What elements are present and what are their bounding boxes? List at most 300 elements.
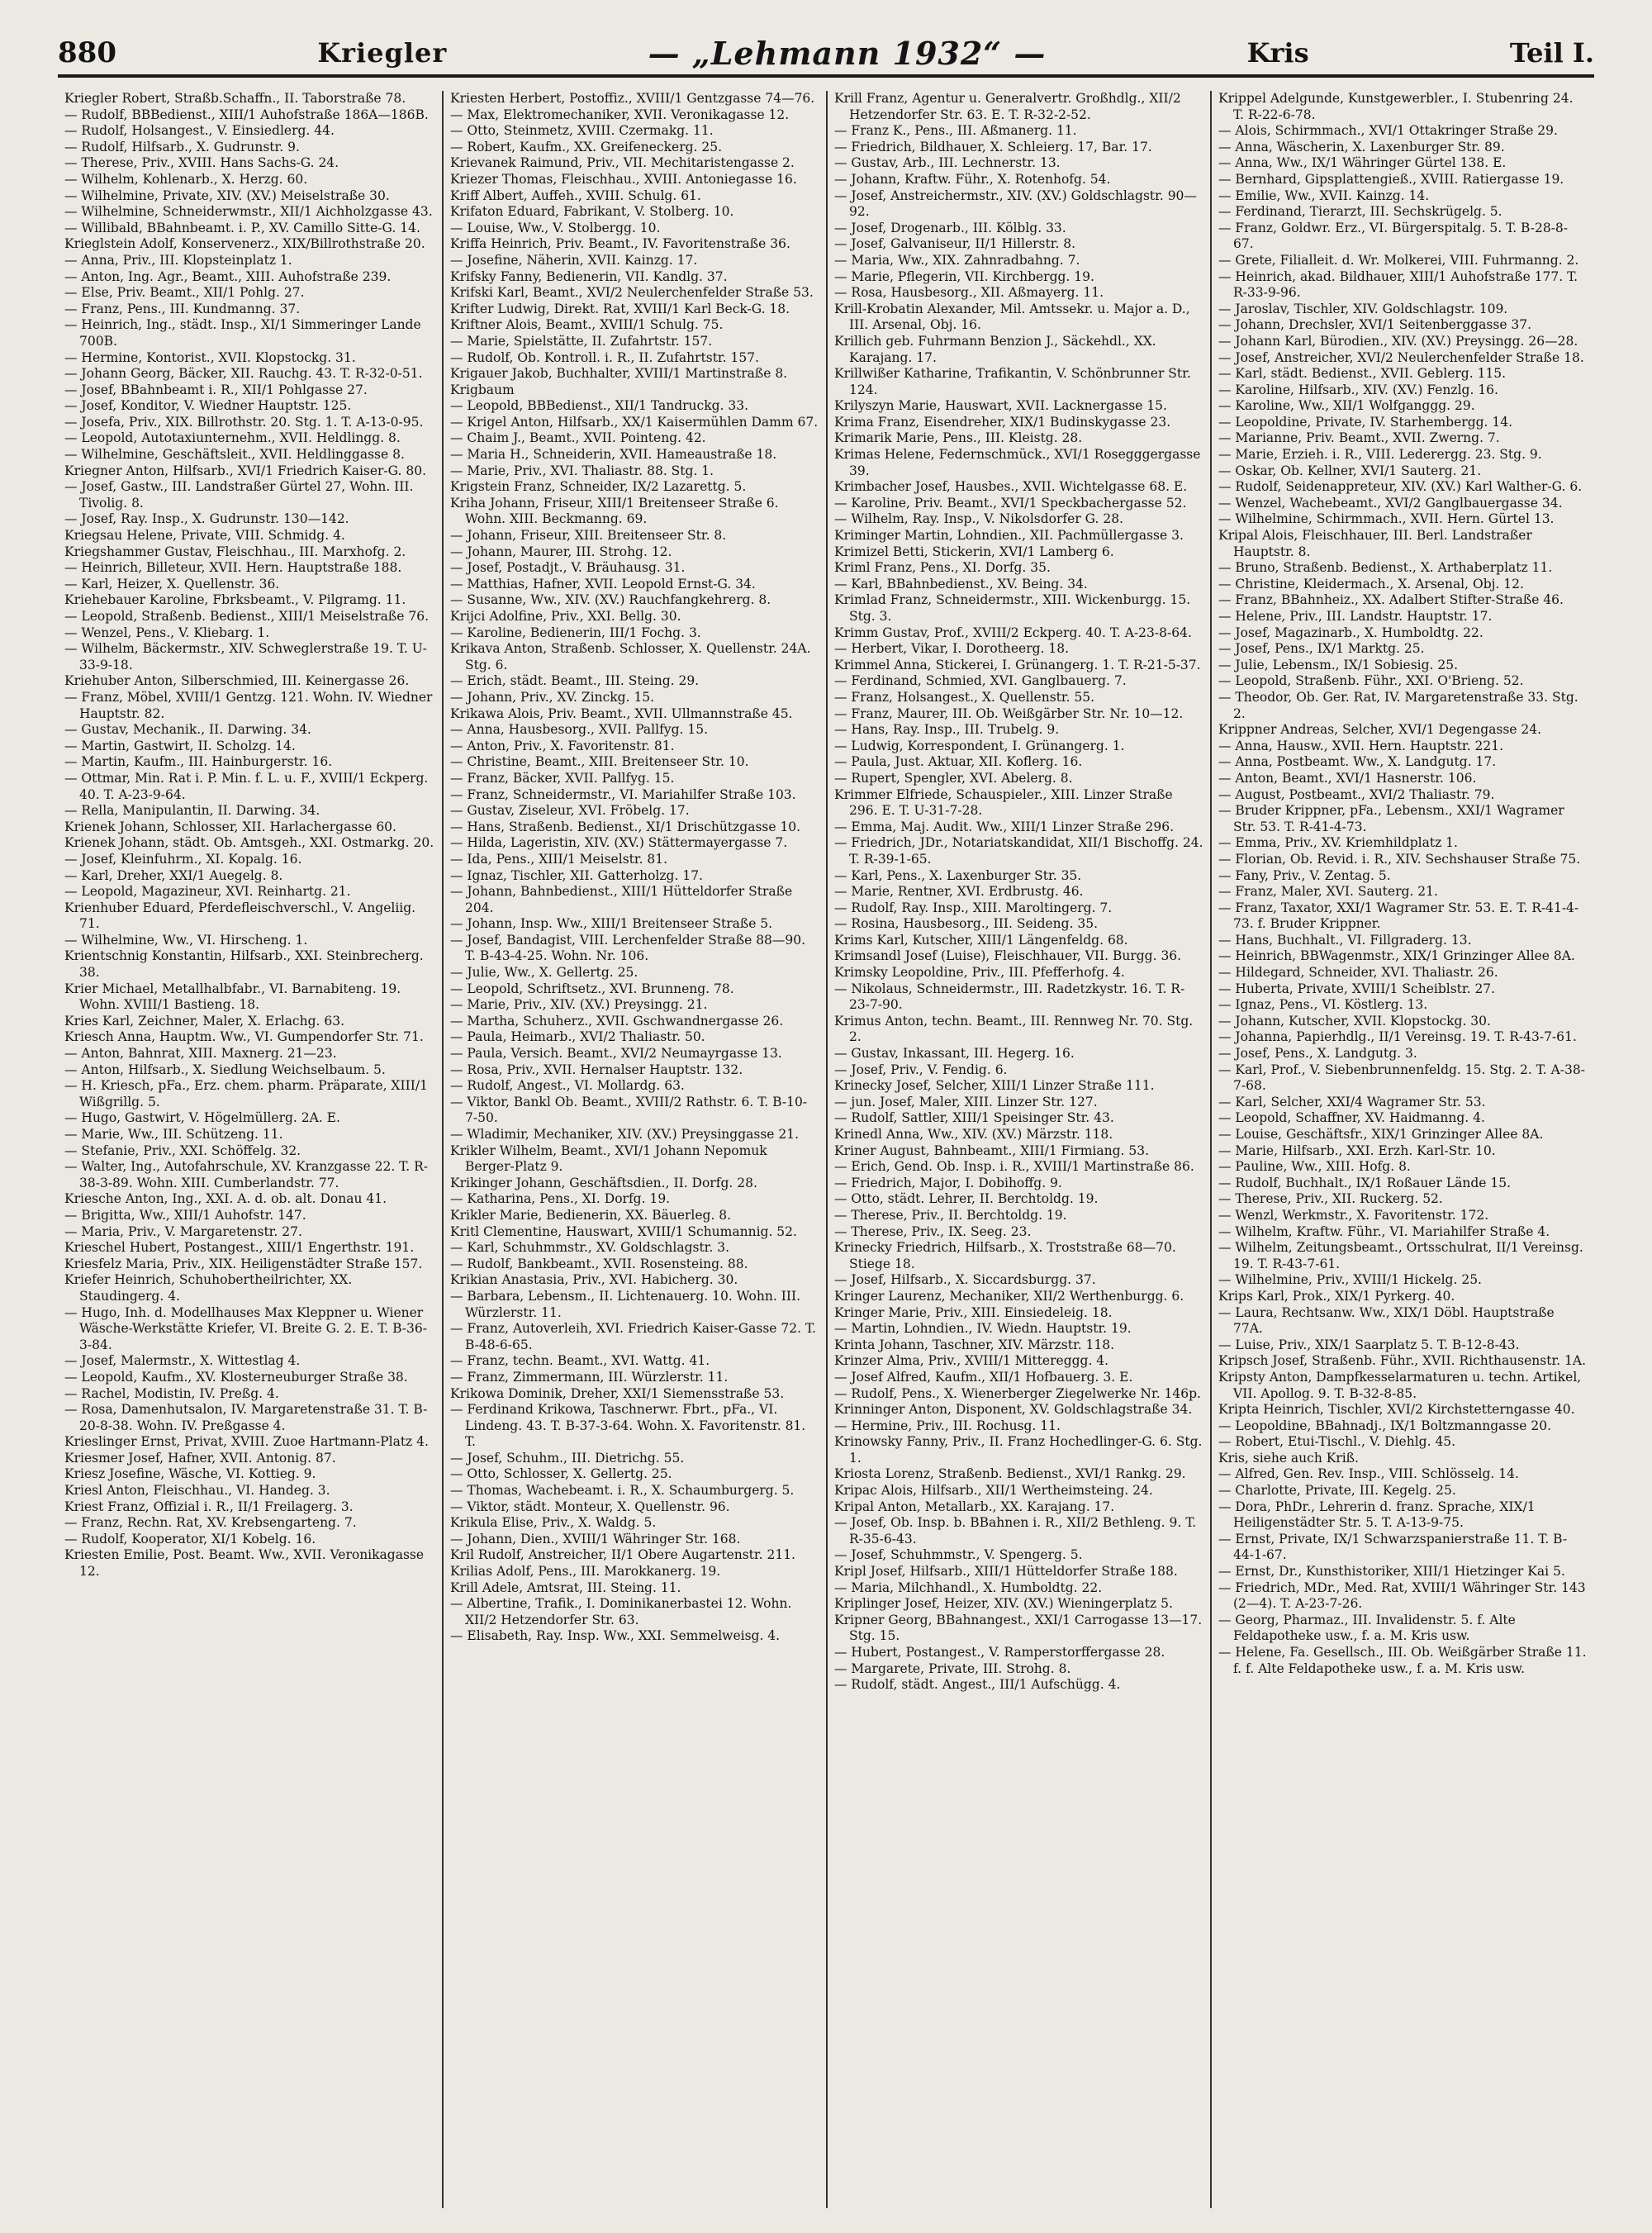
directory-entry: — Karl, Schuhmmstr., XV. Goldschlagstr. 3.	[450, 1240, 730, 1256]
directory-entry: Krill-Krobatin Alexander, Mil. Amtssekr. u. Major a. D., III. Arsenal, Obj. 16.	[834, 301, 1190, 333]
directory-entry: — Martin, Lohndien., IV. Wiedn. Hauptstr. 19.	[834, 1321, 1132, 1337]
directory-entry: — Hermine, Kontorist., XVII. Klopstockg. 31.	[64, 349, 356, 365]
directory-entry: — Josef, Schuhmmstr., V. Spengerg. 5.	[834, 1547, 1083, 1563]
directory-entry: — Oskar, Ob. Kellner, XVI/1 Sauterg. 21.	[1218, 463, 1482, 478]
directory-entry: — Josef, Pens., X. Landgutg. 3.	[1218, 1046, 1417, 1062]
directory-entry: Kriffa Heinrich, Priv. Beamt., IV. Favoritenstraße 36.	[450, 236, 790, 252]
directory-entry: Kriegner Anton, Hilfsarb., XVI/1 Friedrich Kaiser-G. 80.	[64, 463, 427, 478]
directory-entry: — Anna, Postbeamt. Ww., X. Landgutg. 17.	[1218, 754, 1497, 770]
directory-entry: — Louise, Ww., V. Stolbergg. 10.	[450, 220, 661, 235]
directory-entry: Krieslinger Ernst, Privat, XVIII. Zuoe Hartmann-Platz 4.	[64, 1434, 429, 1450]
directory-entry: — Wilhelm, Kohlenarb., X. Herzg. 60.	[64, 171, 308, 187]
directory-entry: Krimlad Franz, Schneidermstr., XIII. Wickenburgg. 15. Stg. 3.	[834, 592, 1191, 624]
directory-entry: — Franz, techn. Beamt., XVI. Wattg. 41.	[450, 1353, 710, 1369]
directory-entry: — Franz, Schneidermstr., VI. Mariahilfer Straße 103.	[450, 786, 796, 802]
directory-entry: — Anna, Hausbesorg., XVII. Pallfyg. 15.	[450, 722, 709, 738]
directory-entry: — Johann, Bahnbedienst., XIII/1 Hütteldorfer Straße 204.	[450, 884, 793, 915]
directory-entry: — Thomas, Wachebeamt. i. R., X. Schaumburgerg. 5.	[450, 1483, 795, 1499]
directory-entry: — Alfred, Gen. Rev. Insp., VIII. Schlösselg. 14.	[1218, 1466, 1519, 1482]
directory-entry: Kripal Anton, Metallarb., XX. Karajang. 17.	[834, 1499, 1115, 1514]
directory-entry: Krienek Johann, städt. Ob. Amtsgeh., XXI. Ostmarkg. 20.	[64, 835, 434, 851]
directory-entry: — Karl, Prof., V. Siebenbrunnenfeldg. 15. Stg. 2. T. A-38-7-68.	[1218, 1062, 1585, 1094]
directory-entry: — Karl, Selcher, XXI/4 Wagramer Str. 53.	[1218, 1094, 1486, 1109]
directory-entry: — Christine, Kleidermach., X. Arsenal, Obj. 12.	[1218, 576, 1524, 592]
directory-entry: — Josef, Drogenarb., III. Kölblg. 33.	[834, 220, 1066, 235]
directory-entry: — Susanne, Ww., XIV. (XV.) Rauchfangkehrerg. 8.	[450, 592, 771, 608]
directory-entry: — Rudolf, Seidenappreteur, XIV. (XV.) Karl Walther-G. 6.	[1218, 479, 1583, 495]
directory-entry: Krikinger Johann, Geschäftsdien., II. Dorfg. 28.	[450, 1175, 757, 1190]
directory-entry: — jun. Josef, Maler, XIII. Linzer Str. 127.	[834, 1094, 1098, 1109]
header-title: — „Lehmann 1932“ —	[648, 34, 1047, 72]
directory-entry: Krims Karl, Kutscher, XIII/1 Längenfeldg. 68.	[834, 932, 1128, 948]
directory-entry: — Anna, Ww., IX/1 Währinger Gürtel 138. E.	[1218, 155, 1507, 171]
page-header	[58, 31, 1594, 78]
directory-entry: — Marie, Pflegerin, VII. Kirchbergg. 19.	[834, 268, 1094, 284]
directory-entry: Krifter Ludwig, Direkt. Rat, XVIII/1 Karl Beck-G. 18.	[450, 301, 790, 316]
directory-entry: — Herbert, Vikar, I. Dorotheerg. 18.	[834, 641, 1070, 657]
directory-entry: — Franz, Maler, XVI. Sauterg. 21.	[1218, 884, 1438, 900]
directory-entry: — Ernst, Private, IX/1 Schwarzspanierstraße 11. T. B-44-1-67.	[1218, 1531, 1568, 1563]
directory-entry: — Rudolf, Ray. Insp., XIII. Maroltingerg. 7.	[834, 900, 1113, 915]
directory-entry: — Josefa, Priv., XIX. Billrothstr. 20. Stg. 1. T. A-13-0-95.	[64, 414, 424, 430]
directory-entry: — Ignaz, Pens., VI. Köstlerg. 13.	[1218, 997, 1428, 1013]
directory-entry: — Marie, Rentner, XVI. Erdbrustg. 46.	[834, 884, 1084, 900]
directory-entry: Kriesz Josefine, Wäsche, VI. Kottieg. 9.	[64, 1466, 316, 1482]
directory-entry: Kril Rudolf, Anstreicher, II/1 Obere Augartenstr. 211.	[450, 1547, 795, 1563]
directory-entry: — Emma, Priv., XV. Kriemhildplatz 1.	[1218, 835, 1458, 851]
directory-entry: Kriesch Anna, Hauptm. Ww., VI. Gumpendorfer Str. 71.	[64, 1029, 424, 1045]
directory-entry: Krippner Andreas, Selcher, XVI/1 Degengasse 24.	[1218, 722, 1542, 738]
directory-entry: — Franz, Maurer, III. Ob. Weißgärber Str. Nr. 10—12.	[834, 706, 1184, 721]
directory-entry: Kriff Albert, Auffeh., XVIII. Schulg. 61.	[450, 188, 701, 203]
directory-entry: — Wilhelmine, Schirmmach., XVII. Hern. Gürtel 13.	[1218, 511, 1555, 527]
directory-entry: Kripac Alois, Hilfsarb., XII/1 Wertheimsteing. 24.	[834, 1483, 1153, 1499]
directory-entry: — Friedrich, Bildhauer, X. Schleierg. 17, Bar. 17.	[834, 139, 1152, 154]
directory-entry: — Anna, Wäscherin, X. Laxenburger Str. 89.	[1218, 139, 1505, 154]
directory-entry: — August, Postbeamt., XVI/2 Thaliastr. 79.	[1218, 786, 1495, 802]
directory-entry: — Josef, Anstreicher, XVI/2 Neulerchenfelder Straße 18.	[1218, 349, 1584, 365]
directory-entry: — Ferdinand, Schmied, XVI. Ganglbauerg. 7.	[834, 673, 1127, 689]
directory-entry: Krikler Wilhelm, Beamt., XVI/1 Johann Nepomuk Berger-Platz 9.	[450, 1143, 767, 1175]
directory-entry: — Otto, städt. Lehrer, II. Berchtoldg. 19.	[834, 1191, 1099, 1207]
directory-entry: — Erich, Gend. Ob. Insp. i. R., XVIII/1 Martinstraße 86.	[834, 1159, 1194, 1175]
directory-entry: — Louise, Geschäftsfr., XIX/1 Grinzinger Allee 8A.	[1218, 1127, 1544, 1142]
directory-entry: Kriesten Emilie, Post. Beamt. Ww., XVII. Veronikagasse 12.	[64, 1547, 425, 1580]
directory-entry: — Josef, Priv., V. Fendig. 6.	[834, 1062, 1008, 1077]
directory-entry: — Maria, Priv., V. Margaretenstr. 27.	[64, 1223, 302, 1239]
directory-entry: — Hans, Buchhalt., VI. Fillgraderg. 13.	[1218, 932, 1472, 948]
directory-entry: — Rachel, Modistin, IV. Preßg. 4.	[64, 1385, 279, 1401]
directory-entry: — Josef, Pens., IX/1 Marktg. 25.	[1218, 641, 1425, 657]
directory-entry: Krieglstein Adolf, Konservenerz., XIX/Billrothstraße 20.	[64, 236, 425, 252]
directory-entry: — Josef, Ob. Insp. b. BBahnen i. R., XII/2 Bethleng. 9. T. R-35-6-43.	[834, 1515, 1197, 1546]
directory-entry: — Julie, Ww., X. Gellertg. 25.	[450, 965, 638, 981]
directory-entry: — Franz, Taxator, XXI/1 Wagramer Str. 53. E. T. R-41-4-73. f. Bruder Krippner.	[1218, 900, 1579, 932]
directory-entry: Kripsch Josef, Straßenb. Führ., XVII. Richthausenstr. 1A.	[1218, 1353, 1587, 1369]
directory-entry: — Ferdinand, Tierarzt, III. Sechskrügelg. 5.	[1218, 204, 1502, 220]
directory-entry: — Karl, Pens., X. Laxenburger Str. 35.	[834, 867, 1082, 883]
directory-entry: — Leopold, Straßenb. Führ., XXI. O'Brieng. 52.	[1218, 673, 1524, 689]
directory-entry: — Leopold, Magazineur, XVI. Reinhartg. 21.	[64, 884, 351, 900]
directory-entry: — Georg, Pharmaz., III. Invalidenstr. 5. f. Alte Feldapotheke usw., f. a. M. Kris usw.	[1218, 1612, 1516, 1644]
directory-entry: — Viktor, städt. Monteur, X. Quellenstr. 96.	[450, 1499, 730, 1514]
directory-entry: — Helene, Fa. Gesellsch., III. Ob. Weißgärber Straße 11. f. f. Alte Feldapotheke usw., f. a. M. Kris usw.	[1218, 1645, 1587, 1676]
directory-entry: — Bernhard, Gipsplattengieß., XVIII. Ratiergasse 19.	[1218, 171, 1564, 187]
directory-entry: — Rosina, Hausbesorg., III. Seideng. 35.	[834, 916, 1099, 932]
directory-entry: Krippel Adelgunde, Kunstgewerbler., I. Stubenring 24. T. R-22-6-78.	[1218, 91, 1574, 122]
directory-entry: — Fany, Priv., V. Zentag. 5.	[1218, 867, 1391, 883]
directory-entry: — Josef, Gastw., III. Landstraßer Gürtel 27, Wohn. III. Tivolig. 8.	[64, 479, 414, 511]
directory-entry: — Wilhelmine, Priv., XVIII/1 Hickelg. 25.	[1218, 1272, 1482, 1288]
directory-entry: — Albertine, Trafik., I. Dominikanerbastei 12. Wohn. XII/2 Hetzendorfer Str. 63.	[450, 1596, 792, 1627]
directory-entry: — Huberta, Private, XVIII/1 Scheiblstr. 27.	[1218, 981, 1496, 996]
directory-entry: — Erich, städt. Beamt., III. Steing. 29.	[450, 673, 700, 689]
directory-entry: — Friedrich, MDr., Med. Rat, XVIII/1 Währinger Str. 143 (2—4). T. A-23-7-26.	[1218, 1580, 1586, 1612]
directory-entry: — Maria H., Schneiderin, XVII. Hameaustraße 18.	[450, 447, 777, 463]
directory-entry: — Anton, Bahnrat, XIII. Maxnerg. 21—23.	[64, 1046, 337, 1062]
directory-entry: Krill Adele, Amtsrat, III. Steing. 11.	[450, 1580, 681, 1595]
directory-entry: — Therese, Priv., XVIII. Hans Sachs-G. 24.	[64, 155, 339, 171]
directory-entry: — Johann, Drechsler, XVI/1 Seitenberggasse 37.	[1218, 317, 1532, 333]
directory-entry: — Rudolf, Holsangest., V. Einsiedlerg. 44.	[64, 123, 335, 139]
directory-entry: — Krigel Anton, Hilfsarb., XX/1 Kaisermühlen Damm 67.	[450, 414, 819, 430]
directory-entry: Kriminger Martin, Lohndien., XII. Pachmüllergasse 3.	[834, 528, 1184, 544]
directory-entry: Krilias Adolf, Pens., III. Marokkanerg. 19.	[450, 1564, 721, 1580]
directory-entry: Kringer Laurenz, Mechaniker, XII/2 Werthenburgg. 6.	[834, 1288, 1184, 1304]
directory-entry: — Pauline, Ww., XIII. Hofg. 8.	[1218, 1159, 1411, 1175]
directory-entry: — Wilhelmine, Ww., VI. Hirscheng. 1.	[64, 932, 308, 948]
directory-entry: — Gustav, Inkassant, III. Hegerg. 16.	[834, 1046, 1075, 1062]
directory-entry: — Josef, Magazinarb., X. Humboldtg. 22.	[1218, 625, 1483, 640]
directory-entry: Kringer Marie, Priv., XIII. Einsiedeleig. 18.	[834, 1304, 1113, 1320]
directory-entry: — Josefine, Näherin, XVII. Kainzg. 17.	[450, 252, 698, 268]
directory-entry: Kripl Josef, Hilfsarb., XIII/1 Hütteldorfer Straße 188.	[834, 1564, 1178, 1580]
directory-entry: — Laura, Rechtsanw. Ww., XIX/1 Döbl. Hauptstraße 77A.	[1218, 1304, 1555, 1337]
directory-entry: — Paula, Versich. Beamt., XVI/2 Neumayrgasse 13.	[450, 1046, 782, 1062]
directory-entry: — Leopold, Kaufm., XV. Klosterneuburger Straße 38.	[64, 1369, 408, 1385]
directory-entry: Krienhuber Eduard, Pferdefleischverschl., V. Angeliig. 71.	[64, 900, 416, 932]
directory-entry: — Nikolaus, Schneidermstr., III. Radetzkystr. 16. T. R-23-7-90.	[834, 981, 1185, 1013]
directory-entry: Krimus Anton, techn. Beamt., III. Rennweg Nr. 70. Stg. 2.	[834, 1013, 1194, 1045]
directory-entry: — Hans, Straßenb. Bedienst., XI/1 Drischützgasse 10.	[450, 819, 801, 834]
directory-entry: Krievanek Raimund, Priv., VII. Mechitaristengasse 2.	[450, 155, 795, 171]
directory-entry: — Otto, Steinmetz, XVIII. Czermakg. 11.	[450, 123, 714, 139]
directory-entry: — Franz, Goldwr. Erz., VI. Bürgerspitalg. 5. T. B-28-8-67.	[1218, 220, 1569, 252]
directory-entry: — Gustav, Ziseleur, XVI. Fröbelg. 17.	[450, 803, 690, 819]
directory-entry: — Wilhelmine, Geschäftsleit., XVII. Heldlinggasse 8.	[64, 447, 405, 463]
directory-entry: Krikava Anton, Straßenb. Schlosser, X. Quellenstr. 24A. Stg. 6.	[450, 641, 811, 672]
directory-entry: — Theodor, Ob. Ger. Rat, IV. Margaretenstraße 33. Stg. 2.	[1218, 689, 1578, 721]
directory-entry: — Josef, Kleinfuhrm., XI. Kopalg. 16.	[64, 851, 302, 867]
directory-entry: — Else, Priv. Beamt., XII/1 Pohlg. 27.	[64, 285, 305, 301]
directory-entry: — Rudolf, Sattler, XIII/1 Speisinger Str. 43.	[834, 1110, 1114, 1126]
directory-entry: Krilyszyn Marie, Hauswart, XVII. Lacknergasse 15.	[834, 398, 1167, 414]
directory-entry: — Heinrich, Ing., städt. Insp., XI/1 Simmeringer Lande 700B.	[64, 317, 421, 349]
directory-entry: — Chaim J., Beamt., XVII. Pointeng. 42.	[450, 430, 706, 446]
directory-entry: — Marie, Spielstätte, II. Zufahrtstr. 157.	[450, 333, 713, 349]
directory-entry: Krifsky Fanny, Bedienerin, VII. Kandlg. 37.	[450, 268, 728, 284]
directory-entry: — Barbara, Lebensm., II. Lichtenauerg. 10. Wohn. III. Würzlerstr. 11.	[450, 1288, 800, 1320]
directory-entry: Kripta Heinrich, Tischler, XVI/2 Kirchstetterngasse 40.	[1218, 1402, 1575, 1418]
directory-entry: — Wilhelm, Ray. Insp., V. Nikolsdorfer G. 28.	[834, 511, 1123, 527]
directory-entry: — Anton, Priv., X. Favoritenstr. 81.	[450, 738, 675, 753]
directory-entry: — Robert, Kaufm., XX. Greifeneckerg. 25.	[450, 139, 723, 154]
directory-entry: — Christine, Beamt., XIII. Breitenseer Str. 10.	[450, 754, 749, 770]
entry-columns	[58, 91, 1594, 2208]
directory-entry: — Josef Alfred, Kaufm., XII/1 Hofbauerg. 3. E.	[834, 1369, 1133, 1385]
directory-entry: — Paula, Heimarb., XVI/2 Thaliastr. 50.	[450, 1029, 705, 1045]
header-left-catchword: Kriegler	[317, 37, 448, 69]
directory-entry: — Katharina, Pens., XI. Dorfg. 19.	[450, 1191, 671, 1207]
directory-entry: Kripal Alois, Fleischhauer, III. Berl. Landstraßer Hauptstr. 8.	[1218, 528, 1532, 559]
directory-entry: — Friedrich, JDr., Notariatskandidat, XII/1 Bischoffg. 24. T. R-39-1-65.	[834, 835, 1203, 867]
directory-entry: — H. Kriesch, pFa., Erz. chem. pharm. Präparate, XIII/1 Wißgrillg. 5.	[64, 1078, 428, 1109]
directory-entry: — Maria, Ww., XIX. Zahnradbahng. 7.	[834, 252, 1080, 268]
directory-entry: — Martin, Kaufm., III. Hainburgerstr. 16.	[64, 754, 333, 770]
directory-entry: — Karl, Dreher, XXI/1 Auegelg. 8.	[64, 867, 283, 883]
directory-entry: — Robert, Etui-Tischl., V. Diehlg. 45.	[1218, 1434, 1456, 1450]
directory-entry: — Wilhelm, Kraftw. Führ., VI. Mariahilfer Straße 4.	[1218, 1223, 1550, 1239]
directory-entry: — Rudolf, Kooperator, XI/1 Kobelg. 16.	[64, 1531, 316, 1546]
directory-entry: — Viktor, Bankl Ob. Beamt., XVIII/2 Rathstr. 6. T. B-10-7-50.	[450, 1094, 808, 1126]
directory-entry: Krimas Helene, Federnschmück., XVI/1 Rosegggergasse 39.	[834, 447, 1201, 478]
directory-entry: Kritl Clementine, Hauswart, XVIII/1 Schumannig. 52.	[450, 1223, 797, 1239]
directory-entry: — Maria, Milchhandl., X. Humboldtg. 22.	[834, 1580, 1103, 1595]
directory-entry: — Franz, Bäcker, XVII. Pallfyg. 15.	[450, 770, 675, 786]
directory-entry: — Johann Georg, Bäcker, XII. Rauchg. 43. T. R-32-0-51.	[64, 366, 423, 382]
directory-entry: Krikawa Alois, Priv. Beamt., XVII. Ullmannstraße 45.	[450, 706, 793, 721]
directory-entry: Krimmer Elfriede, Schauspieler., XIII. Linzer Straße 296. E. T. U-31-7-28.	[834, 786, 1173, 819]
directory-entry: Krientschnig Konstantin, Hilfsarb., XXI. Steinbrecherg. 38.	[64, 948, 424, 981]
directory-entry: Krigbaum	[450, 382, 515, 397]
directory-entry: — Wenzel, Pens., V. Kliebarg. 1.	[64, 625, 270, 640]
directory-entry: — Franz, Zimmermann, III. Würzlerstr. 11.	[450, 1369, 729, 1385]
column-4	[1210, 91, 1594, 2208]
directory-entry: Krier Michael, Metallhalbfabr., VI. Barnabiteng. 19. Wohn. XVIII/1 Bastieng. 18.	[64, 981, 401, 1013]
directory-entry: — Rosa, Damenhutsalon, IV. Margaretenstraße 31. T. B-20-8-38. Wohn. IV. Preßgasse 4.	[64, 1402, 428, 1433]
directory-entry: Krimbacher Josef, Hausbes., XVII. Wichtelgasse 68. E.	[834, 479, 1188, 495]
directory-entry: — Rudolf, Buchhalt., IX/1 Roßauer Lände 15.	[1218, 1175, 1512, 1190]
directory-entry: — Rudolf, BBBedienst., XIII/1 Auhofstraße 186A—186B.	[64, 107, 429, 122]
directory-entry: Krikowa Dominik, Dreher, XXI/1 Siemensstraße 53.	[450, 1385, 785, 1401]
directory-entry: Krinecky Friedrich, Hilfsarb., X. Troststraße 68—70. Stiege 18.	[834, 1240, 1176, 1271]
directory-entry: — Helene, Priv., III. Landstr. Hauptstr. 17.	[1218, 609, 1493, 624]
directory-entry: — Ottmar, Min. Rat i. P. Min. f. L. u. F., XVIII/1 Eckperg. 40. T. A-23-9-64.	[64, 770, 429, 802]
directory-entry: Krimizel Betti, Stickerin, XVI/1 Lamberg 6.	[834, 544, 1114, 559]
directory-entry: — Rudolf, Pens., X. Wienerberger Ziegelwerke Nr. 146p.	[834, 1385, 1201, 1401]
directory-entry: Kries Karl, Zeichner, Maler, X. Erlachg. 63.	[64, 1013, 345, 1029]
directory-entry: Kriefer Heinrich, Schuhobertheilrichter, XX. Staudingerg. 4.	[64, 1272, 353, 1304]
directory-entry: — Johann, Insp. Ww., XIII/1 Breitenseer Straße 5.	[450, 916, 773, 932]
directory-entry: — Franz, Möbel, XVIII/1 Gentzg. 121. Wohn. IV. Wiedner Hauptstr. 82.	[64, 689, 433, 721]
directory-entry: — Marie, Erzieh. i. R., VIII. Lederergg. 23. Stg. 9.	[1218, 447, 1542, 463]
directory-entry: — Johann, Maurer, III. Strohg. 12.	[450, 544, 672, 559]
directory-entry: — Josef, Konditor, V. Wiedner Hauptstr. 125.	[64, 398, 352, 414]
directory-entry: — Karl, BBahnbedienst., XV. Being. 34.	[834, 576, 1088, 592]
directory-entry: Krima Franz, Eisendreher, XIX/1 Budinskygasse 23.	[834, 414, 1171, 430]
directory-entry: Kriosta Lorenz, Straßenb. Bedienst., XVI/1 Rankg. 29.	[834, 1466, 1186, 1482]
directory-entry: — Karoline, Hilfsarb., XIV. (XV.) Fenzlg. 16.	[1218, 382, 1498, 397]
directory-entry: — Josef, Hilfsarb., X. Siccardsburgg. 37.	[834, 1272, 1096, 1288]
directory-entry: Kriegler Robert, Straßb.Schaffn., II. Taborstraße 78.	[64, 91, 406, 106]
directory-entry: — Franz, Holsangest., X. Quellenstr. 55.	[834, 689, 1095, 705]
directory-entry: — Alois, Schirmmach., XVI/1 Ottakringer Straße 29.	[1218, 123, 1558, 139]
directory-entry: — Rella, Manipulantin, II. Darwing. 34.	[64, 803, 320, 819]
directory-entry: — Friedrich, Major, I. Dobihoffg. 9.	[834, 1175, 1062, 1190]
directory-entry: Kris, siehe auch Kriß.	[1218, 1450, 1359, 1466]
column-3	[826, 91, 1210, 2208]
directory-entry: Krill Franz, Agentur u. Generalvertr. Großhdlg., XII/2 Hetzendorfer Str. 63. E. T. R-32-2-52.	[834, 91, 1181, 122]
directory-entry: — Martin, Gastwirt, II. Scholzg. 14.	[64, 738, 296, 753]
directory-entry: Krinzer Alma, Priv., XVIII/1 Mittereggg. 4.	[834, 1353, 1109, 1369]
directory-entry: — Leopoldine, Private, IV. Starhembergg. 14.	[1218, 414, 1513, 430]
directory-entry: — Karl, Heizer, X. Quellenstr. 36.	[64, 576, 280, 592]
header-part-label: Teil I.	[1509, 37, 1594, 69]
directory-entry: — Ignaz, Tischler, XII. Gatterholzg. 17.	[450, 867, 703, 883]
directory-entry: Kripner Georg, BBahnangest., XXI/1 Carrogasse 13—17. Stg. 15.	[834, 1612, 1203, 1644]
directory-entry: — Josef, Anstreichermstr., XIV. (XV.) Goldschlagstr. 90—92.	[834, 188, 1197, 220]
directory-entry: — Wladimir, Mechaniker, XIV. (XV.) Preysinggasse 21.	[450, 1127, 800, 1142]
directory-entry: — Stefanie, Priv., XXI. Schöffelg. 32.	[64, 1143, 301, 1158]
directory-entry: — Johann, Priv., XV. Zinckg. 15.	[450, 689, 655, 705]
directory-entry: Krinecky Josef, Selcher, XIII/1 Linzer Straße 111.	[834, 1078, 1155, 1094]
directory-entry: — Josef, Malermstr., X. Wittestlag 4.	[64, 1353, 301, 1369]
directory-entry: Krieschel Hubert, Postangest., XIII/1 Engerthstr. 191.	[64, 1240, 415, 1256]
directory-entry: — Rupert, Spengler, XVI. Abelerg. 8.	[834, 770, 1073, 786]
directory-entry: — Max, Elektromechaniker, XVII. Veronikagasse 12.	[450, 107, 790, 122]
directory-entry: — Hugo, Inh. d. Modellhauses Max Kleppner u. Wiener Wäsche-Werkstätte Kriefer, VI. Breite G. 2. E. T. B-36-3-84.	[64, 1304, 428, 1352]
directory-entry: Krinninger Anton, Disponent, XV. Goldschlagstraße 34.	[834, 1402, 1193, 1418]
directory-entry: — Josef, Schuhm., III. Dietrichg. 55.	[450, 1450, 685, 1466]
directory-entry: — Hildegard, Schneider, XVI. Thaliastr. 26.	[1218, 965, 1498, 981]
directory-entry: — Hans, Ray. Insp., III. Trubelg. 9.	[834, 722, 1060, 738]
directory-entry: Krips Karl, Prok., XIX/1 Pyrkerg. 40.	[1218, 1288, 1455, 1304]
directory-entry: Kriegsau Helene, Private, VIII. Schmidg. 4.	[64, 528, 345, 544]
directory-entry: — Luise, Priv., XIX/1 Saarplatz 5. T. B-12-8-43.	[1218, 1337, 1520, 1352]
directory-entry: — Karl, städt. Bedienst., XVII. Geblerg. 115.	[1218, 366, 1507, 382]
directory-entry: — Heinrich, akad. Bildhauer, XIII/1 Auhofstraße 177. T. R-33-9-96.	[1218, 268, 1578, 301]
directory-entry: — Franz K., Pens., III. Aßmanerg. 11.	[834, 123, 1077, 139]
directory-entry: — Josef, Bandagist, VIII. Lerchenfelder Straße 88—90. T. B-43-4-25. Wohn. Nr. 106.	[450, 932, 806, 964]
page-number: 880	[58, 36, 116, 69]
directory-entry: — Paula, Just. Aktuar, XII. Koflerg. 16.	[834, 754, 1083, 770]
directory-entry: — Leopold, Straßenb. Bedienst., XIII/1 Meiselstraße 76.	[64, 609, 429, 624]
directory-entry: — Johann, Kutscher, XVII. Klopstockg. 30.	[1218, 1013, 1491, 1029]
directory-entry: Krikula Elise, Priv., X. Waldg. 5.	[450, 1515, 657, 1531]
directory-entry: Krijci Adolfine, Priv., XXI. Bellg. 30.	[450, 609, 681, 624]
directory-entry: — Rosa, Priv., XVII. Hernalser Hauptstr. 132.	[450, 1062, 743, 1077]
directory-entry: — Leopold, Autotaxiunternehm., XVII. Heldlingg. 8.	[64, 430, 401, 446]
directory-entry: Kriner August, Bahnbeamt., XIII/1 Firmiang. 53.	[834, 1143, 1150, 1158]
directory-entry: — Emilie, Ww., XVII. Kainzg. 14.	[1218, 188, 1430, 203]
directory-entry: — Therese, Priv., IX. Seeg. 23.	[834, 1223, 1032, 1239]
directory-entry: — Bruno, Straßenb. Bedienst., X. Arthaberplatz 11.	[1218, 560, 1553, 576]
directory-entry: — Martha, Schuherz., XVII. Gschwandnergasse 26.	[450, 1013, 784, 1029]
directory-entry: Krinowsky Fanny, Priv., II. Franz Hochedlinger-G. 6. Stg. 1.	[834, 1434, 1203, 1466]
directory-entry: — Willibald, BBahnbeamt. i. P., XV. Camillo Sitte-G. 14.	[64, 220, 420, 235]
directory-entry: Kriezer Thomas, Fleischhau., XVIII. Antoniegasse 16.	[450, 171, 797, 187]
directory-entry: — Marie, Ww., III. Schützeng. 11.	[64, 1127, 283, 1142]
directory-entry: Krimmel Anna, Stickerei, I. Grünangerg. 1. T. R-21-5-37.	[834, 657, 1201, 672]
directory-entry: — Wilhelmine, Private, XIV. (XV.) Meiselstraße 30.	[64, 188, 390, 203]
directory-entry: Krikian Anastasia, Priv., XVI. Habicherg. 30.	[450, 1272, 738, 1288]
directory-entry: — Hilda, Lageristin, XIV. (XV.) Stättermayergasse 7.	[450, 835, 788, 851]
directory-entry: — Anna, Hausw., XVII. Hern. Hauptstr. 221.	[1218, 738, 1503, 753]
directory-entry: — Wenzl, Werkmstr., X. Favoritenstr. 172.	[1218, 1207, 1489, 1223]
directory-entry: — Johann, Friseur, XIII. Breitenseer Str. 8.	[450, 528, 727, 544]
directory-entry: — Karoline, Ww., XII/1 Wolfganggg. 29.	[1218, 398, 1475, 414]
directory-entry: — Leopold, BBBedienst., XII/1 Tandruckg. 33.	[450, 398, 749, 414]
directory-entry: — Anna, Priv., III. Klopsteinplatz 1.	[64, 252, 292, 268]
directory-entry: Krimm Gustav, Prof., XVIII/2 Eckperg. 40. T. A-23-8-64.	[834, 625, 1192, 640]
directory-entry: Krienek Johann, Schlosser, XII. Harlachergasse 60.	[64, 819, 396, 834]
directory-entry: Krigauer Jakob, Buchhalter, XVIII/1 Martinstraße 8.	[450, 366, 788, 382]
directory-entry: — Julie, Lebensm., IX/1 Sobiesig. 25.	[1218, 657, 1459, 672]
directory-entry: — Marie, Hilfsarb., XXI. Erzh. Karl-Str. 10.	[1218, 1143, 1496, 1158]
directory-entry: Krimarik Marie, Pens., III. Kleistg. 28.	[834, 430, 1083, 446]
directory-entry: — Brigitta, Ww., XIII/1 Auhofstr. 147.	[64, 1207, 306, 1223]
directory-entry: Kriesche Anton, Ing., XXI. A. d. ob. alt. Donau 41.	[64, 1191, 387, 1207]
directory-entry: — Franz, Autoverleih, XVI. Friedrich Kaiser-Gasse 72. T. B-48-6-65.	[450, 1321, 816, 1352]
directory-entry: — Franz, BBahnheiz., XX. Adalbert Stifter-Straße 46.	[1218, 592, 1564, 608]
directory-entry: — Anton, Beamt., XVI/1 Hasnerstr. 106.	[1218, 770, 1477, 786]
directory-entry: — Ernst, Dr., Kunsthistoriker, XIII/1 Hietzinger Kai 5.	[1218, 1564, 1565, 1580]
directory-entry: — Dora, PhDr., Lehrerin d. franz. Sprache, XIX/1 Heiligenstädter Str. 5. T. A-13-9-75.	[1218, 1499, 1536, 1531]
directory-entry: — Karoline, Priv. Beamt., XVI/1 Speckbachergasse 52.	[834, 495, 1187, 511]
directory-entry: — Franz, Pens., III. Kundmanng. 37.	[64, 301, 301, 316]
directory-entry: Kriha Johann, Friseur, XIII/1 Breitenseer Straße 6. Wohn. XIII. Beckmanng. 69.	[450, 495, 779, 527]
directory-entry: — Anton, Hilfsarb., X. Siedlung Weichselbaum. 5.	[64, 1062, 386, 1077]
directory-entry: Kriehebauer Karoline, Fbrksbeamt., V. Pilgramg. 11.	[64, 592, 406, 608]
directory-entry: Kriml Franz, Pens., XI. Dorfg. 35.	[834, 560, 1051, 576]
directory-entry: Kriehuber Anton, Silberschmied, III. Keinergasse 26.	[64, 673, 410, 689]
directory-entry: Krinta Johann, Taschner, XIV. Märzstr. 118.	[834, 1337, 1115, 1352]
directory-entry: — Matthias, Hafner, XVII. Leopold Ernst-G. 34.	[450, 576, 756, 592]
directory-entry: — Hugo, Gastwirt, V. Högelmüllerg. 2A. E.	[64, 1110, 340, 1126]
directory-entry: — Grete, Filialleit. d. Wr. Molkerei, VIII. Fuhrmanng. 2.	[1218, 252, 1579, 268]
column-1	[58, 91, 442, 2208]
directory-entry: — Anton, Ing. Agr., Beamt., XIII. Auhofstraße 239.	[64, 268, 392, 284]
directory-entry: Krikler Marie, Bedienerin, XX. Bäuerleg. 8.	[450, 1207, 732, 1223]
directory-entry: Krinedl Anna, Ww., XIV. (XV.) Märzstr. 118.	[834, 1127, 1113, 1142]
directory-entry: Krifaton Eduard, Fabrikant, V. Stolberg. 10.	[450, 204, 734, 220]
directory-entry: — Margarete, Private, III. Strohg. 8.	[834, 1660, 1071, 1676]
directory-entry: — Rudolf, Bankbeamt., XVII. Rosensteing. 88.	[450, 1256, 748, 1271]
directory-entry: Krimsandl Josef (Luise), Fleischhauer, VII. Burgg. 36.	[834, 948, 1182, 964]
directory-entry: — Rudolf, Hilfsarb., X. Gudrunstr. 9.	[64, 139, 300, 154]
directory-entry: — Rudolf, Ob. Kontroll. i. R., II. Zufahrtstr. 157.	[450, 349, 759, 365]
directory-entry: — Ludwig, Korrespondent, I. Grünangerg. 1.	[834, 738, 1125, 753]
directory-entry: — Karoline, Bedienerin, III/1 Fochg. 3.	[450, 625, 701, 640]
directory-entry: — Marie, Priv., XVI. Thaliastr. 88. Stg. 1.	[450, 463, 714, 478]
directory-entry: — Jaroslav, Tischler, XIV. Goldschlagstr. 109.	[1218, 301, 1508, 316]
directory-entry: — Hermine, Priv., III. Rochusg. 11.	[834, 1418, 1061, 1433]
directory-entry: — Emma, Maj. Audit. Ww., XIII/1 Linzer Straße 296.	[834, 819, 1175, 834]
directory-entry: — Ida, Pens., XIII/1 Meiselstr. 81.	[450, 851, 668, 867]
column-2	[442, 91, 826, 2208]
directory-entry: — Marie, Priv., XIV. (XV.) Preysingg. 21.	[450, 997, 708, 1013]
directory-entry: Kriest Franz, Offizial i. R., II/1 Freilagerg. 3.	[64, 1499, 354, 1514]
directory-entry: — Otto, Schlosser, X. Gellertg. 25.	[450, 1466, 672, 1482]
directory-entry: — Johann, Dien., XVIII/1 Währinger Str. 168.	[450, 1531, 741, 1546]
directory-entry: — Josef, Ray. Insp., X. Gudrunstr. 130—142.	[64, 511, 349, 527]
directory-entry: — Wilhelm, Bäckermstr., XIV. Schweglerstraße 19. T. U-33-9-18.	[64, 641, 427, 672]
directory-entry: Krimsky Leopoldine, Priv., III. Pfefferhofg. 4.	[834, 965, 1125, 981]
directory-entry: — Ferdinand Krikowa, Taschnerwr. Fbrt., pFa., VI. Lindeng. 43. T. B-37-3-64. Wohn. X. Favoritenstr. 81. T.	[450, 1402, 806, 1450]
directory-entry: — Rosa, Hausbesorg., XII. Aßmayerg. 11.	[834, 285, 1104, 301]
directory-entry: Kriplinger Josef, Heizer, XIV. (XV.) Wieningerplatz 5.	[834, 1596, 1173, 1612]
directory-entry: — Johanna, Papierhdlg., II/1 Vereinsg. 19. T. R-43-7-61.	[1218, 1029, 1577, 1045]
